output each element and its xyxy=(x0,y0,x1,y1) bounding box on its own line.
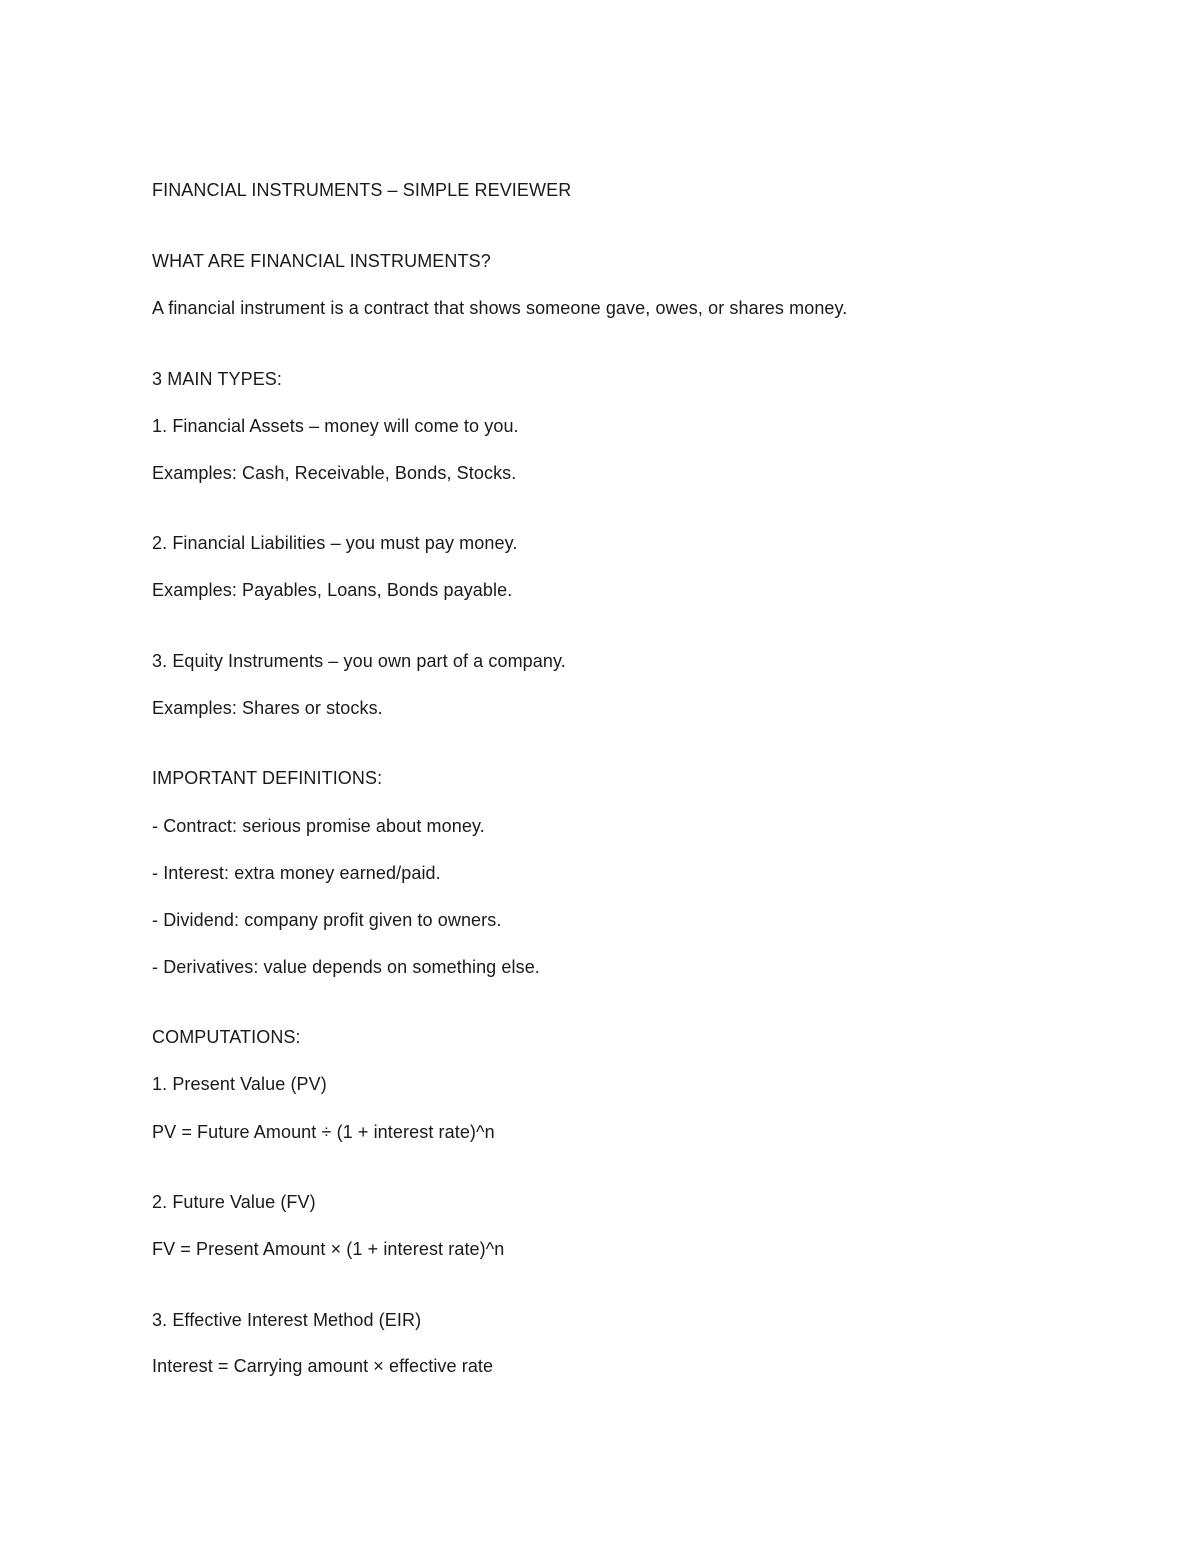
computation-formula-fv: FV = Present Amount × (1 + interest rate)^n xyxy=(152,1239,505,1259)
computation-name-pv: 1. Present Value (PV) xyxy=(152,1074,327,1094)
computation-formula-pv: PV = Future Amount ÷ (1 + interest rate)^n xyxy=(152,1122,495,1142)
computation-name-eir: 3. Effective Interest Method (EIR) xyxy=(152,1310,422,1330)
type-examples-assets: Examples: Cash, Receivable, Bonds, Stocks. xyxy=(152,463,517,483)
definition-item-contract: - Contract: serious promise about money. xyxy=(152,816,485,836)
document-title: FINANCIAL INSTRUMENTS – SIMPLE REVIEWER xyxy=(152,180,572,200)
definition-item-interest: - Interest: extra money earned/paid. xyxy=(152,863,441,883)
type-item-assets: 1. Financial Assets – money will come to you. xyxy=(152,416,519,436)
section-heading-types: 3 MAIN TYPES: xyxy=(152,369,283,389)
type-examples-liabilities: Examples: Payables, Loans, Bonds payable. xyxy=(152,580,513,600)
section-heading-what: WHAT ARE FINANCIAL INSTRUMENTS? xyxy=(152,251,491,271)
section-heading-definitions: IMPORTANT DEFINITIONS: xyxy=(152,768,383,788)
computation-formula-eir: Interest = Carrying amount × effective rate xyxy=(152,1356,494,1376)
type-examples-equity: Examples: Shares or stocks. xyxy=(152,698,383,718)
computation-name-fv: 2. Future Value (FV) xyxy=(152,1192,316,1212)
type-item-liabilities: 2. Financial Liabilities – you must pay money. xyxy=(152,533,518,553)
type-item-equity: 3. Equity Instruments – you own part of a company. xyxy=(152,651,566,671)
definition-paragraph: A financial instrument is a contract that shows someone gave, owes, or shares money. xyxy=(152,298,848,318)
definition-item-derivatives: - Derivatives: value depends on something else. xyxy=(152,957,540,977)
definition-item-dividend: - Dividend: company profit given to owners. xyxy=(152,910,502,930)
section-heading-computations: COMPUTATIONS: xyxy=(152,1027,301,1047)
